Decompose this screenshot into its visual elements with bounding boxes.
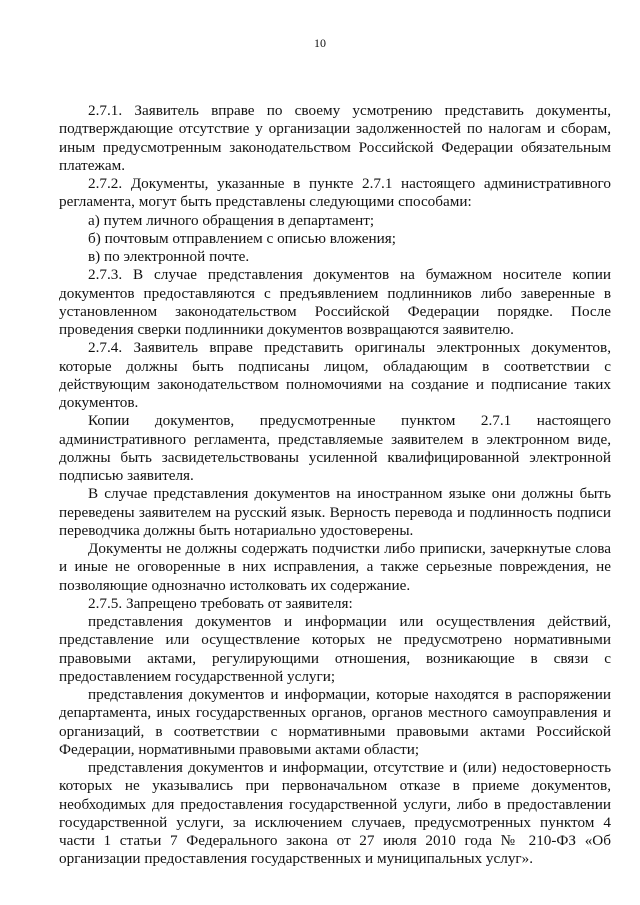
paragraph-2-7-3: 2.7.3. В случае представления документов на бумажном носителе копии документов предоставляются с предъявлением подлинников либо заверенные в установленном законодательством Российской Федерации порядке. После проведения сверки подлинники документов возвращаются заявителю. bbox=[59, 266, 611, 338]
paragraph-2-7-1: 2.7.1. Заявитель вправе по своему усмотрению представить документы, подтверждающие отсутствие у организации задолженностей по налогам и сборам, иным предусмотренным законодательством Российской Федерации обязательным платежам. bbox=[59, 102, 611, 174]
list-item-b: б) почтовым отправлением с описью вложения; bbox=[88, 229, 397, 247]
document-body bbox=[59, 102, 611, 869]
paragraph-copies: Копии документов, предусмотренные пунктом 2.7.1 настоящего административного регламента, представляемые заявителем в электронном виде, должны быть засвидетельствованы усиленной квалифицированной электронной подписью заявителя. bbox=[59, 412, 611, 484]
paragraph-2-7-4: 2.7.4. Заявитель вправе представить оригиналы электронных документов, которые должны быть подписаны лицом, обладающим в соответствии с действующим законодательством полномочиями на создание и подписание таких документов. bbox=[59, 339, 611, 411]
prohibition-item-2: представления документов и информации, которые находятся в распоряжении департамента, иных государственных органов, органов местного самоуправления и организаций, в соответствии с нормативными правовыми актами Российской Федерации, нормативными правовыми актами области; bbox=[59, 686, 611, 758]
prohibition-item-3: представления документов и информации, отсутствие и (или) недостоверность которых не указывались при первоначальном отказе в приеме документов, необходимых для предоставления государственной услуги, либо в предоставлении государственной услуги, за исключением случаев, предусмотренных пунктом 4 части 1 статьи 7 Федерального закона от 27 июля 2010 года № 210-ФЗ «Об организации предоставления государственных и муниципальных услуг». bbox=[59, 759, 611, 868]
paragraph-no-corrections: Документы не должны содержать подчистки либо приписки, зачеркнутые слова и иные не оговоренные в них исправления, а также серьезные повреждения, не позволяющие однозначно истолковать их содержание. bbox=[59, 540, 611, 594]
paragraph-2-7-2: 2.7.2. Документы, указанные в пункте 2.7.1 настоящего административного регламента, могут быть представлены следующими способами: bbox=[59, 175, 611, 211]
page-number: 10 bbox=[314, 36, 326, 50]
paragraph-2-7-5: 2.7.5. Запрещено требовать от заявителя: bbox=[88, 594, 353, 612]
paragraph-foreign-language: В случае представления документов на иностранном языке они должны быть переведены заявителем на русский язык. Верность перевода и подлинность подписи переводчика должны быть нотариально удостоверены. bbox=[59, 485, 611, 539]
list-item-c: в) по электронной почте. bbox=[88, 248, 250, 265]
prohibition-item-1: представления документов и информации или осуществления действий, представление или осуществление которых не предусмотрено нормативными правовыми актами, регулирующими отношения, возникающие в связи с предоставлением государственной услуги; bbox=[59, 613, 611, 685]
list-item-a: а) путем личного обращения в департамент; bbox=[88, 211, 375, 229]
